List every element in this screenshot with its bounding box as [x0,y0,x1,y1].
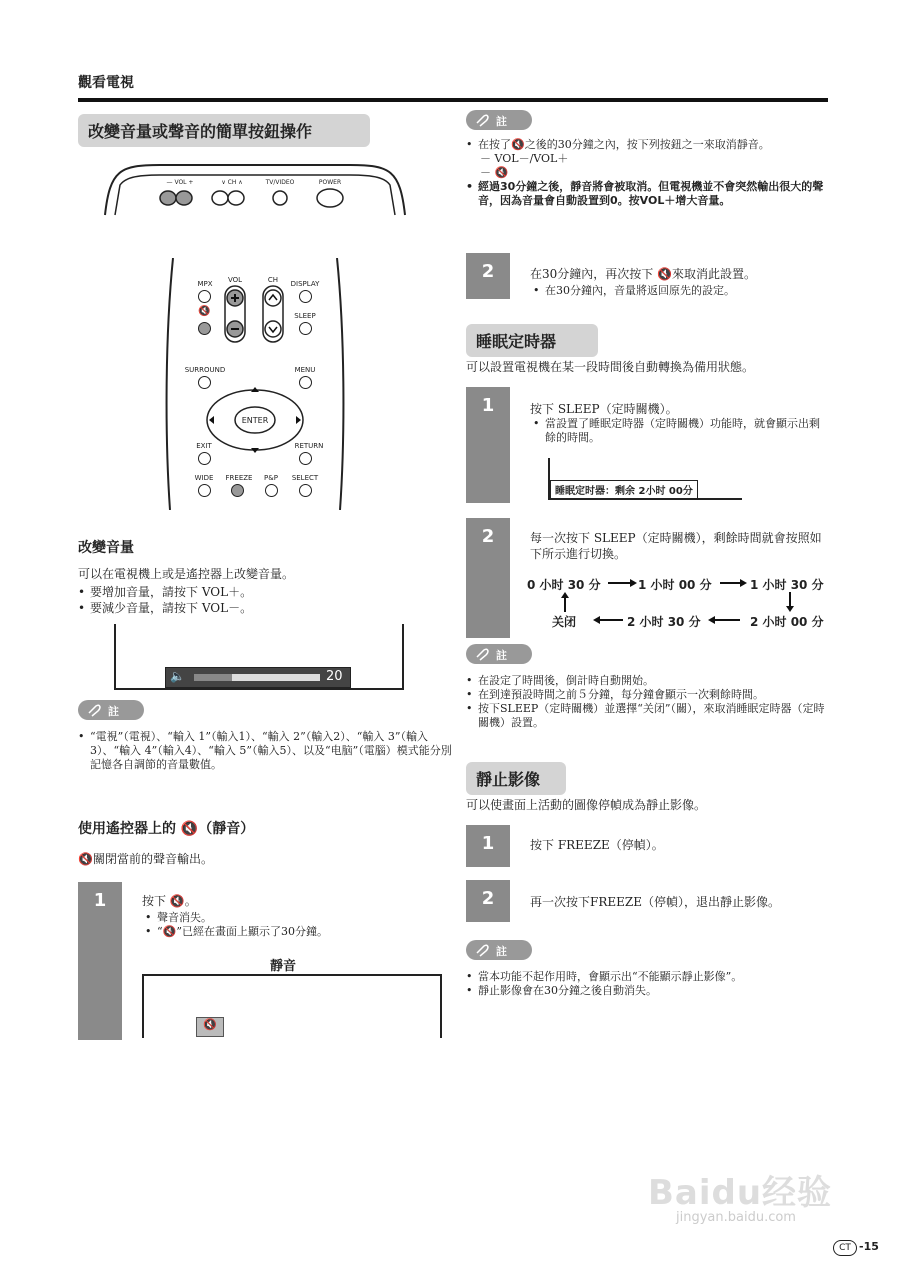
tv-ch-up-button [228,191,244,205]
volume-intro: 可以在電視機上或是遙控器上改變音量。 [78,567,295,581]
remote-label-menu: MENU [294,366,316,374]
page-header: 觀看電視 [78,75,134,91]
sleep-cycle-item: 关闭 [552,615,577,629]
remote-label-select: SELECT [291,474,319,482]
note4-bullet: • 靜止影像會在30分鐘之後自動消失。 [466,984,828,998]
mute-title: 使用遙控器上的 🔇（靜音） [78,821,255,837]
remote-freeze-button [231,484,244,497]
sleep-osd-text: 睡眠定时器：剩余 2小时 00分 [550,480,698,499]
note2-dash: 🔇 [494,166,509,179]
paperclip-icon [86,703,102,717]
remote-label-sleep: SLEEP [294,312,316,320]
sleep-step1-bullets [533,417,828,445]
freeze-intro: 可以使畫面上活動的圖像停幀成為靜止影像。 [466,798,707,812]
note3-bullets [466,674,828,730]
sleep-cycle-item: 0 小时 30 分 [527,578,601,592]
mute-step1-bullets [145,911,435,939]
volume-value: 20 [326,669,343,684]
tv-video-button [273,191,287,205]
freeze-step1-badge: 1 [466,825,510,867]
sleep-step2-line: 每一次按下 SLEEP（定時關機），剩餘時間就會按照如下所示進行切換。 [530,531,822,561]
remote-label-vol: VOL [227,276,243,284]
sleep-step1-bullet: • 當設置了睡眠定時器（定時關機）功能時，就會顯示出剩餘的時間。 [533,417,828,445]
remote-label-surround: SURROUND [184,366,226,374]
tv-label-power: POWER [318,179,342,186]
tv-panel-illustration [100,160,410,220]
sleep-cycle-item: 2 小时 00 分 [750,615,824,629]
note3-bullet: • 在到達預設時間之前５分鐘，每分鐘會顯示一次剩餘時間。 [466,688,828,702]
remote-sleep-button [299,322,312,335]
sleep-step2-badge: 2 [466,518,510,638]
section-title-sleep: 睡眠定時器 [466,324,598,357]
volume-title: 改變音量 [78,540,134,556]
footer-ct-badge: CT [833,1240,857,1256]
note2-bullet: 經過30分鐘之後，靜音將會被取消。但電視機並不會突然輸出很大的聲音，因為音量會自動設置到0。按VOL＋增大音量。 [478,180,824,207]
note4-bullet: • 當本功能不起作用時，會顯示出“不能顯示靜止影像”。 [466,970,828,984]
remote-wide-button [198,484,211,497]
sleep-cycle-arrows [520,570,830,630]
remote-mute-button [198,322,211,335]
remote-label-pp: P&P [264,474,278,482]
note2-dash: VOL－/VOL＋ [494,152,569,165]
mute-step2-line: 在30分鐘內，再次按下 🔇來取消此設置。 [530,267,757,281]
remote-pp-button [265,484,278,497]
mute-step1-bullet: • “🔇”已經在畫面上顯示了30分鐘。 [145,925,435,939]
mute-screen [142,974,442,1038]
remote-select-button [299,484,312,497]
mute-step1-line: 按下 🔇。 [142,894,197,908]
tv-label-tvvideo: TV/VIDEO [265,179,295,186]
freeze-step2-badge: 2 [466,880,510,922]
header-rule [78,98,828,102]
volume-bullet: • 要增加音量，請按下 VOL＋。 [78,584,438,600]
mute-step2-badge: 2 [466,253,510,299]
page-number: -15 [859,1240,879,1253]
remote-label-exit: EXIT [196,442,212,450]
mute-intro: 🔇關閉當前的聲音輸出。 [78,852,213,866]
mute-step2-bullets [533,284,823,298]
speaker-icon: 🔈 [170,669,185,683]
mute-osd-icon: 🔇 [196,1017,224,1037]
note2-bullet: 在按了🔇之後的30分鐘之內，按下列按鈕之一來取消靜音。 [478,138,770,151]
sleep-intro: 可以設置電視機在某一段時間後自動轉換為備用狀態。 [466,360,755,374]
paperclip-icon [474,113,490,127]
remote-label-enter: ENTER [241,416,269,425]
remote-return-button [299,452,312,465]
note-badge: 註 [466,940,532,960]
tv-ch-down-button [212,191,228,205]
mute-step2-bullet: • 在30分鐘內，音量將返回原先的設定。 [533,284,823,298]
volume-track [194,674,320,681]
remote-mpx-button [198,290,211,303]
freeze-step1-line: 按下 FREEZE（停幀）。 [530,838,664,852]
mute-screen-label: 靜音 [270,959,297,974]
remote-menu-button [299,376,312,389]
note1-text: • “電視”（電視）、“輸入 1”（輸入1）、“輸入 2”（輸入2）、“輸入 3”（輸入3）、“輸入 4”（輸入4）、“輸入 5”（輸入5）、以及“电脑”（電腦）模式能分別記憶各自調節的音量數值。 [78,730,452,771]
note3-bullet: • 按下SLEEP（定時關機）並選擇“关闭”（關），來取消睡眠定時器（定時關機）設置。 [466,702,828,730]
volume-bullet: • 要減少音量，請按下 VOL－。 [78,600,438,616]
note-badge: 註 [466,644,532,664]
volume-osd-bar [165,667,351,688]
note4-bullets [466,970,828,998]
sleep-cycle-item: 2 小时 30 分 [627,615,701,629]
remote-exit-button [198,452,211,465]
remote-label-display: DISPLAY [290,280,320,288]
volume-bullets [78,584,438,616]
note-badge: 註 [466,110,532,130]
remote-label-wide: WIDE [194,474,214,482]
section-title-volume-sound: 改變音量或聲音的簡單按鈕操作 [78,114,370,147]
tv-label-ch: ∨ CH ∧ [221,179,243,186]
remote-mute-icon: 🔇 [198,306,211,317]
tv-vol-plus-button [176,191,192,205]
sleep-cycle-item: 1 小时 00 分 [638,578,712,592]
mute-step1-bullet: • 聲音消失。 [145,911,435,925]
remote-label-freeze: FREEZE [225,474,253,482]
note-badge: 註 [78,700,144,720]
remote-display-button [299,290,312,303]
tv-vol-minus-button [160,191,176,205]
sleep-step1-line: 按下 SLEEP（定時關機）。 [530,402,678,416]
remote-label-ch: CH [267,276,279,284]
paperclip-icon [474,647,490,661]
mute-step1-badge: 1 [78,882,122,1040]
watermark-brand: Baidu经验 [648,1173,833,1213]
watermark-url: jingyan.baidu.com [676,1210,796,1225]
freeze-step2-line: 再一次按下FREEZE（停幀），退出靜止影像。 [530,895,780,909]
tv-power-button [317,189,343,207]
volume-fill [194,674,232,681]
tv-label-vol: — VOL + [166,179,194,186]
remote-illustration [165,258,345,510]
remote-label-return: RETURN [294,442,324,450]
section-title-freeze: 靜止影像 [466,762,566,795]
remote-surround-button [198,376,211,389]
note2-block: • 在按了🔇之後的30分鐘之內，按下列按鈕之一來取消靜音。 － VOL－/VOL＋ － 🔇 • 經過30分鐘之後，靜音將會被取消。但電視機並不會突然輸出很大的聲音，因為音量會自動設置到0。按VOL＋增大音量。 [466,138,824,207]
note3-bullet: • 在設定了時間後，倒計時自動開始。 [466,674,828,688]
note1-body: “電視”（電視）、“輸入 1”（輸入1）、“輸入 2”（輸入2）、“輸入 3”（輸入3）、“輸入 4”（輸入4）、“輸入 5”（輸入5）、以及“电脑”（電腦）模式能分別記憶各自調節的音量數值。 [90,730,452,771]
paperclip-icon [474,943,490,957]
sleep-cycle-item: 1 小时 30 分 [750,578,824,592]
remote-label-mpx: MPX [197,280,213,288]
sleep-step1-badge: 1 [466,387,510,503]
